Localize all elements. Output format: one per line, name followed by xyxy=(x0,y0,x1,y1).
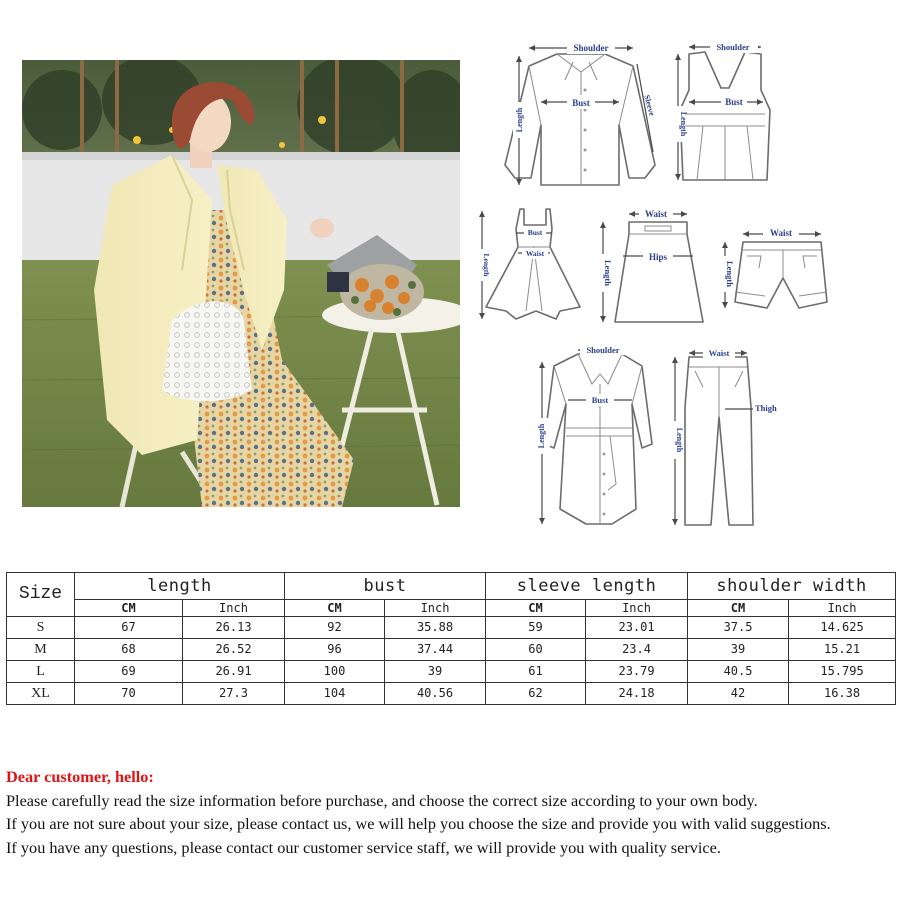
size-column-header: Size xyxy=(7,573,75,617)
bust-cm-cell: 92 xyxy=(285,617,385,639)
length-inch-cell: 26.13 xyxy=(183,617,285,639)
product-photo xyxy=(22,60,460,507)
bust-cm-cell: 96 xyxy=(285,639,385,661)
shorts-measurement-diagram xyxy=(717,222,837,320)
length-inch-cell: 26.91 xyxy=(183,661,285,683)
skirt-measurement-diagram xyxy=(595,204,705,326)
size-cell: M xyxy=(7,639,75,661)
length-inch-cell: 27.3 xyxy=(183,683,285,705)
table-row xyxy=(7,617,896,639)
notice-greeting: Dear customer, hello: xyxy=(6,767,154,786)
shoulder-cm-cell: 42 xyxy=(688,683,789,705)
table-header-row xyxy=(7,573,896,600)
unit-cm-header: CM xyxy=(285,600,385,617)
length-cm-cell: 68 xyxy=(75,639,183,661)
length-group-header: length xyxy=(75,573,285,600)
pants-thigh-label: Thigh xyxy=(755,403,777,413)
size-chart-table xyxy=(6,572,896,705)
vest-length-label: Length xyxy=(679,111,688,137)
vest-measurement-diagram xyxy=(675,40,785,185)
sleeve-length-group-header: sleeve length xyxy=(486,573,688,600)
size-cell: S xyxy=(7,617,75,639)
sleeve-inch-cell: 23.4 xyxy=(586,639,688,661)
shoulder-cm-cell: 39 xyxy=(688,639,789,661)
shirt-bust-label: Bust xyxy=(572,98,590,108)
shoulder-cm-cell: 40.5 xyxy=(688,661,789,683)
size-cell: XL xyxy=(7,683,75,705)
skirt-waist-label: Waist xyxy=(644,209,668,219)
shorts-length-label: Length xyxy=(725,261,735,287)
notice-line: If you are not sure about your size, please contact us, we will help you choose the size and provide you with valid suggestions. xyxy=(6,814,831,834)
bust-inch-cell: 35.88 xyxy=(385,617,486,639)
shirt-sleeve-label: Sleeve xyxy=(642,93,657,117)
dress-measurement-diagram xyxy=(476,207,588,325)
table-row xyxy=(7,639,896,661)
size-cell: L xyxy=(7,661,75,683)
shoulder-inch-cell: 14.625 xyxy=(789,617,896,639)
sleeve-cm-cell: 60 xyxy=(486,639,586,661)
coat-bust-label: Bust xyxy=(591,395,609,405)
unit-inch-header: Inch xyxy=(385,600,486,617)
shoulder-inch-cell: 15.795 xyxy=(789,661,896,683)
sleeve-inch-cell: 23.79 xyxy=(586,661,688,683)
sleeve-cm-cell: 59 xyxy=(486,617,586,639)
shirt-length-label: Length xyxy=(515,107,524,133)
shoulder-inch-cell: 16.38 xyxy=(789,683,896,705)
vest-shoulder-label: Shoulder xyxy=(716,42,750,52)
length-cm-cell: 69 xyxy=(75,661,183,683)
bust-inch-cell: 37.44 xyxy=(385,639,486,661)
shirt-measurement-diagram xyxy=(505,40,665,190)
unit-cm-header: CM xyxy=(688,600,789,617)
bust-group-header: bust xyxy=(285,573,486,600)
dress-waist-label: Waist xyxy=(525,249,545,258)
pants-measurement-diagram xyxy=(667,347,787,529)
unit-header-row xyxy=(7,600,896,617)
coat-shoulder-label: Shoulder xyxy=(586,345,620,355)
length-cm-cell: 70 xyxy=(75,683,183,705)
unit-inch-header: Inch xyxy=(586,600,688,617)
bust-inch-cell: 40.56 xyxy=(385,683,486,705)
shoulder-width-group-header: shoulder width xyxy=(688,573,896,600)
shorts-waist-label: Waist xyxy=(769,228,793,238)
skirt-length-label: Length xyxy=(603,260,613,286)
shirt-shoulder-label: Shoulder xyxy=(573,43,609,53)
bust-cm-cell: 104 xyxy=(285,683,385,705)
length-cm-cell: 67 xyxy=(75,617,183,639)
sleeve-cm-cell: 62 xyxy=(486,683,586,705)
coat-length-label: Length xyxy=(537,423,546,449)
unit-inch-header: Inch xyxy=(183,600,285,617)
unit-inch-header: Inch xyxy=(789,600,896,617)
bust-cm-cell: 100 xyxy=(285,661,385,683)
unit-cm-header: CM xyxy=(486,600,586,617)
length-inch-cell: 26.52 xyxy=(183,639,285,661)
sleeve-inch-cell: 23.01 xyxy=(586,617,688,639)
bust-inch-cell: 39 xyxy=(385,661,486,683)
notice-line: If you have any questions, please contact our customer service staff, we will provide you with quality service. xyxy=(6,837,721,857)
shoulder-cm-cell: 37.5 xyxy=(688,617,789,639)
coat-measurement-diagram xyxy=(532,344,657,529)
pants-waist-label: Waist xyxy=(708,348,730,358)
dress-length-label: Length xyxy=(482,253,491,277)
table-row xyxy=(7,683,896,705)
pants-length-label: Length xyxy=(675,427,684,453)
sleeve-inch-cell: 24.18 xyxy=(586,683,688,705)
shoulder-inch-cell: 15.21 xyxy=(789,639,896,661)
unit-cm-header: CM xyxy=(75,600,183,617)
skirt-hips-label: Hips xyxy=(648,252,668,262)
notice-line: Please carefully read the size information before purchase, and choose the correct size according to your own body. xyxy=(6,790,758,810)
sleeve-cm-cell: 61 xyxy=(486,661,586,683)
customer-notice xyxy=(6,765,896,859)
table-row xyxy=(7,661,896,683)
vest-bust-label: Bust xyxy=(725,97,743,107)
dress-bust-label: Bust xyxy=(527,228,543,237)
